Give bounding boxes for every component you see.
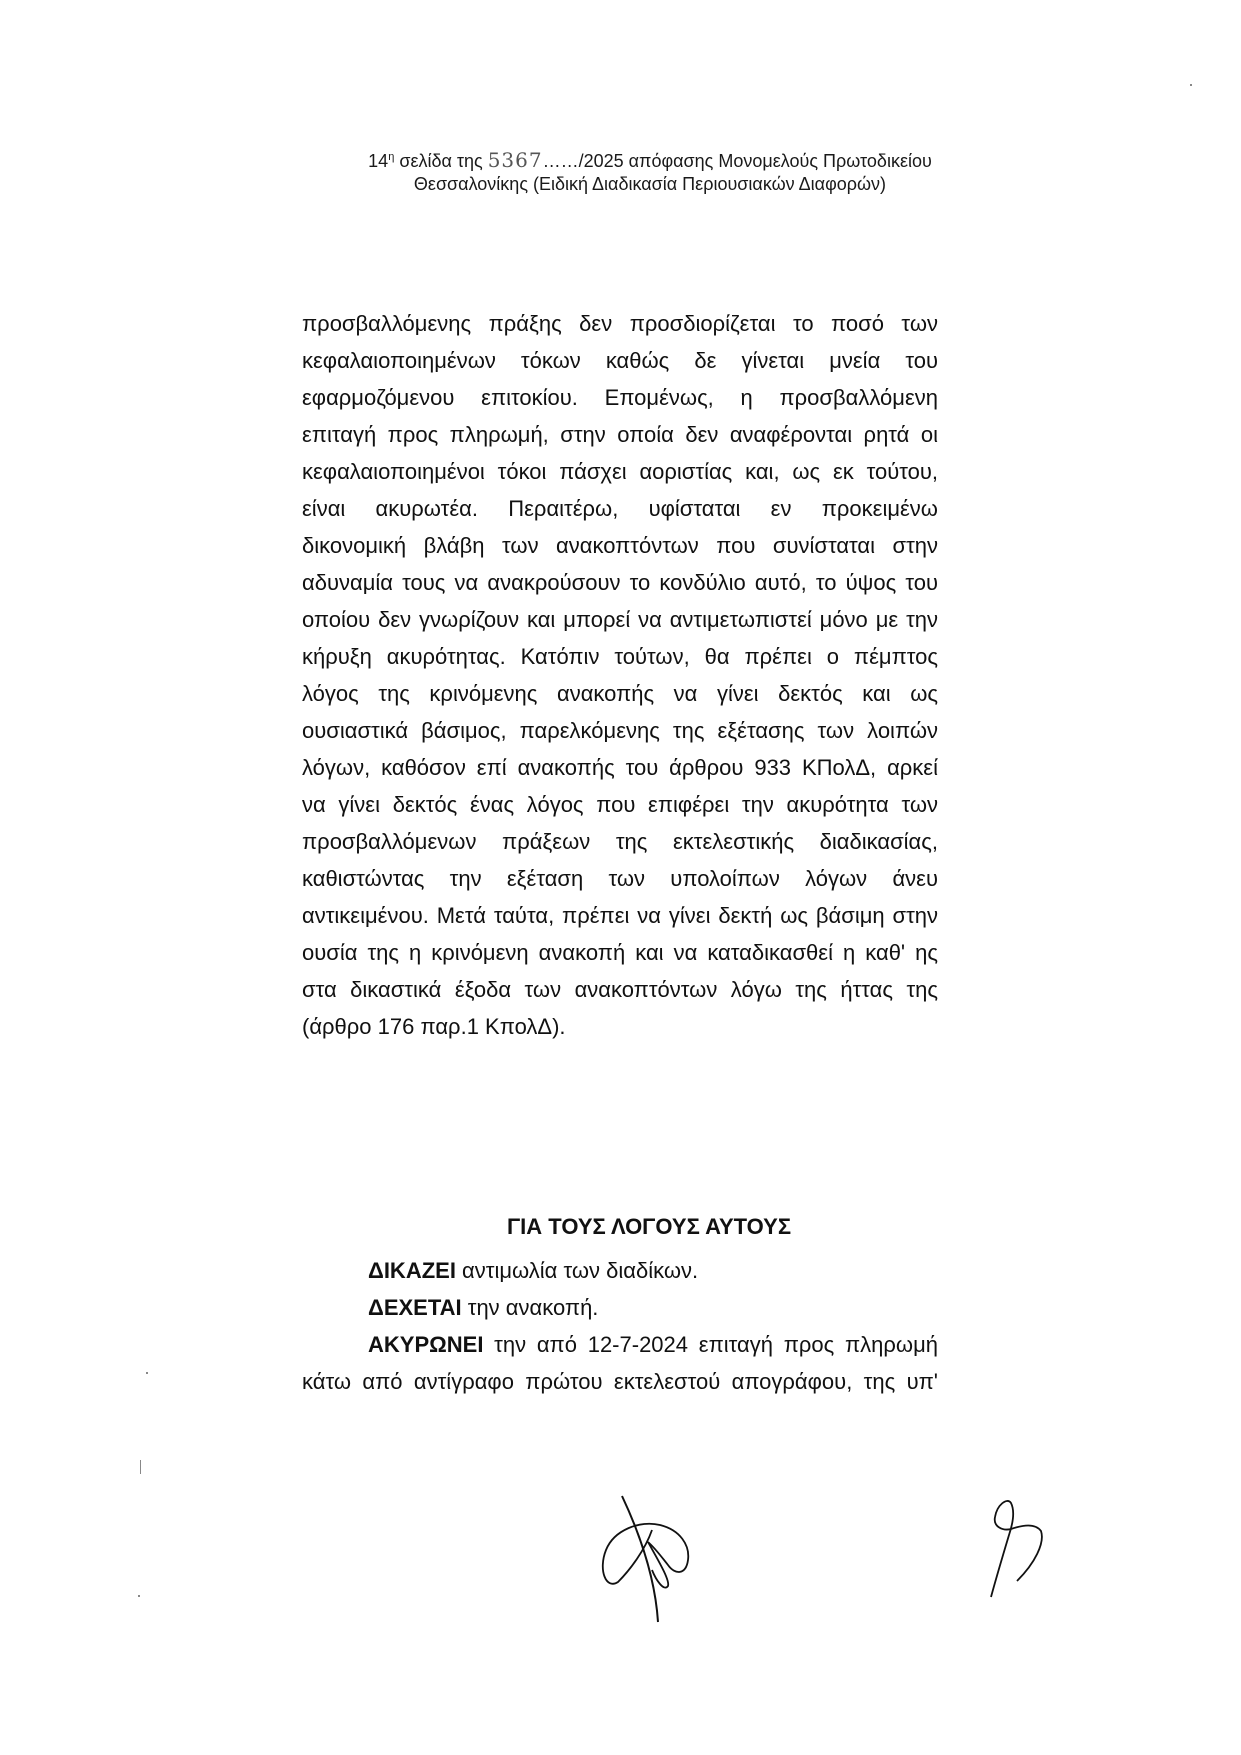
text-line: κήρυξη ακυρότητας. Κατόπιν τούτων, θα πρέπει ο πέμπτος <box>302 644 938 669</box>
page-ordinal: 14 <box>368 151 389 171</box>
text-line: ουσία της η κρινόμενη ανακοπή και να καταδικασθεί η καθ' ης <box>302 940 938 965</box>
text-line: (άρθρο 176 παρ.1 ΚπολΔ). <box>302 1014 566 1039</box>
scan-speck <box>146 1372 148 1374</box>
ruling-text: την από 12-7-2024 επιταγή προς πληρωμή <box>483 1332 938 1357</box>
text-line: καθιστώντας την εξέταση των υπολοίπων λόγων άνευ <box>302 866 938 891</box>
scan-speck <box>1190 84 1192 86</box>
ruling-continuation: κάτω από αντίγραφο πρώτου εκτελεστού απογράφου, της υπ' <box>302 1369 938 1394</box>
text-line: αντικειμένου. Μετά ταύτα, πρέπει να γίνει δεκτή ως βάσιμη στην <box>302 903 938 928</box>
text-line: στα δικαστικά έξοδα των ανακοπτόντων λόγω της ήττας της <box>302 977 938 1002</box>
text-line: είναι ακυρωτέα. Περαιτέρω, υφίσταται εν προκειμένω <box>302 496 938 521</box>
text-line: προσβαλλόμενων πράξεων της εκτελεστικής διαδικασίας, <box>302 829 938 854</box>
ruling-item <box>302 1289 938 1326</box>
text-line: ουσιαστικά βάσιμος, παρελκόμενης της εξέτασης των λοιπών <box>302 718 938 743</box>
judge-signature <box>600 1490 710 1630</box>
text-line: αδυναμία τους να ανακρούσουν το κονδύλιο αυτό, το ύψος του <box>302 570 938 595</box>
ruling-text: την ανακοπή. <box>461 1295 599 1320</box>
secretary-signature <box>975 1495 1055 1605</box>
header-line-1 <box>300 146 1000 173</box>
text-line: προσβαλλόμενης πράξης δεν προσδιορίζεται το ποσό των <box>302 311 938 336</box>
operative-section-title: ΓΙΑ ΤΟΥΣ ΛΟΓΟΥΣ ΑΥΤΟΥΣ <box>506 1214 792 1239</box>
text-line: λόγος της κρινόμενης ανακοπής να γίνει δεκτός και ως <box>302 681 938 706</box>
page-header <box>300 146 1000 196</box>
ruling-verb: ΑΚΥΡΩΝΕΙ <box>368 1332 484 1357</box>
text-line: να γίνει δεκτός ένας λόγος που επιφέρει την ακυρότητα των <box>302 792 938 817</box>
text-line: κεφαλαιοποιημένοι τόκοι πάσχει αοριστίας και, ως εκ τούτου, <box>302 459 938 484</box>
ruling-verb: ΔΕΧΕΤΑΙ <box>368 1295 462 1320</box>
text-line: οποίου δεν γνωρίζουν και μπορεί να αντιμετωπιστεί μόνο με την <box>302 607 938 632</box>
text-line: εφαρμοζόμενου επιτοκίου. Επομένως, η προσβαλλόμενη <box>302 385 938 410</box>
scan-speck <box>140 1460 141 1474</box>
ruling-verb: ΔΙΚΑΖΕΙ <box>368 1258 456 1283</box>
header-line-2: Θεσσαλονίκης (Ειδική Διαδικασία Περιουσιακών Διαφορών) <box>413 174 887 194</box>
text-line: επιταγή προς πληρωμή, στην οποία δεν αναφέρονται ρητά οι <box>302 422 938 447</box>
decision-number-handwritten: 5367 <box>487 148 543 172</box>
header-dots: …… <box>542 151 579 171</box>
header-year-text: /2025 απόφασης Μονομελούς Πρωτοδικείου <box>578 151 932 171</box>
text-line: κεφαλαιοποιημένων τόκων καθώς δε γίνεται μνεία του <box>302 348 938 373</box>
reasoning-paragraph <box>302 305 938 1045</box>
page-word: σελίδα της <box>394 151 488 171</box>
ruling-text: αντιμωλία των διαδίκων. <box>455 1258 699 1283</box>
ruling-item <box>302 1326 938 1363</box>
text-line: λόγων, καθόσον επί ανακοπής του άρθρου 933 ΚΠολΔ, αρκεί <box>302 755 938 780</box>
page-ordinal-suffix: η <box>388 151 395 163</box>
scan-speck <box>138 1595 140 1597</box>
operative-section <box>302 1252 938 1400</box>
text-line: δικονομική βλάβη των ανακοπτόντων που συνίσταται στην <box>302 533 938 558</box>
ruling-item <box>302 1252 938 1289</box>
